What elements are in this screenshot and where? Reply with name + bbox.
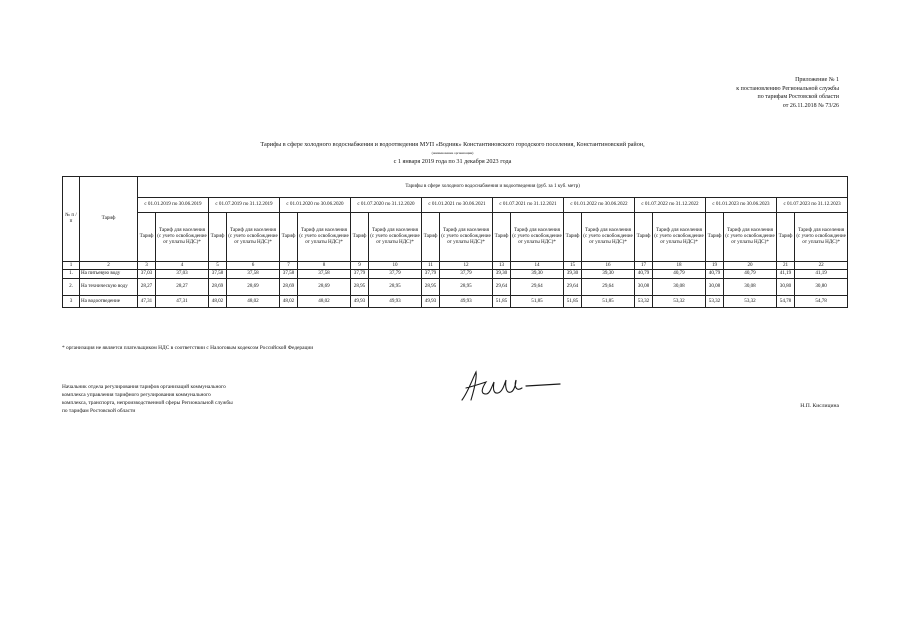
- tariff-cell: 49,93: [369, 296, 422, 308]
- tariff-cell: 29,64: [511, 279, 564, 296]
- tariff-cell: 41,19: [777, 270, 795, 279]
- period-line: с 1 января 2019 года по 31 декабря 2023 года: [393, 158, 512, 165]
- appendix-line: Приложение № 1: [795, 77, 839, 83]
- tariff-cell: 47,31: [138, 296, 156, 308]
- subheader-tariff: Тариф: [280, 213, 298, 262]
- row-number: 2.: [63, 279, 80, 296]
- subheader-population: Тариф для населения (с учето освобождение от уплаты НДС)*: [227, 213, 280, 262]
- tariff-cell: 37,58: [298, 270, 351, 279]
- tariff-cell: 51,85: [582, 296, 635, 308]
- column-number: 20: [724, 262, 777, 270]
- table-row: [63, 296, 848, 308]
- appendix-header: [736, 76, 839, 110]
- tariff-cell: 28,69: [280, 279, 298, 296]
- column-number: 8: [298, 262, 351, 270]
- period-header: с 01.01.2019 по 30.06.2019: [138, 198, 209, 213]
- tariff-cell: 48,02: [209, 296, 227, 308]
- subheader-population: Тариф для населения (с учето освобождение от уплаты НДС)*: [582, 213, 635, 262]
- column-number: 16: [582, 262, 635, 270]
- period-header: с 01.01.2023 по 30.06.2023: [706, 198, 777, 213]
- tariff-cell: 30,80: [795, 279, 848, 296]
- tariff-cell: 30,80: [777, 279, 795, 296]
- column-number: 17: [635, 262, 653, 270]
- tariff-cell: 40,79: [724, 270, 777, 279]
- period-header: с 01.01.2021 по 30.06.2021: [422, 198, 493, 213]
- period-header: с 01.07.2022 по 31.12.2022: [635, 198, 706, 213]
- appendix-line: к постановлению Региональной службы: [736, 85, 839, 92]
- document-title: Тарифы в сфере холодного водоснабжения и водоотведения МУП «Водник» Константиновского городского поселения, Константиновский район,: [260, 141, 645, 148]
- tariff-cell: 28,95: [440, 279, 493, 296]
- subheader-tariff: Тариф: [777, 213, 795, 262]
- column-number: 4: [156, 262, 209, 270]
- subheader-population: Тариф для населения (с учето освобождение от уплаты НДС)*: [795, 213, 848, 262]
- tariff-cell: 40,79: [653, 270, 706, 279]
- tariff-cell: 49,93: [351, 296, 369, 308]
- column-number: 3: [138, 262, 156, 270]
- column-number: 10: [369, 262, 422, 270]
- column-number: 22: [795, 262, 848, 270]
- tariff-cell: 28,95: [422, 279, 440, 296]
- tariff-cell: 40,79: [706, 270, 724, 279]
- tariff-cell: 51,85: [564, 296, 582, 308]
- chief-line: по тарифам Ростовской области: [62, 408, 136, 414]
- tariff-cell: 54,78: [795, 296, 848, 308]
- subheader-tariff: Тариф: [209, 213, 227, 262]
- column-number: 1: [63, 262, 80, 270]
- subheader-tariff: Тариф: [706, 213, 724, 262]
- tariff-cell: 29,64: [582, 279, 635, 296]
- subheader-population: Тариф для населения (с учето освобождение от уплаты НДС)*: [298, 213, 351, 262]
- tariff-cell: 47,31: [156, 296, 209, 308]
- period-header: с 01.07.2023 по 31.12.2023: [777, 198, 848, 213]
- subheader-population: Тариф для населения (с учето освобождение от уплаты НДС)*: [369, 213, 422, 262]
- tariff-cell: 37,79: [351, 270, 369, 279]
- column-number: 14: [511, 262, 564, 270]
- subheader-population: Тариф для населения (с учето освобождение от уплаты НДС)*: [724, 213, 777, 262]
- tariff-cell: 39,30: [493, 270, 511, 279]
- row-name: На питьевую воду: [80, 270, 138, 279]
- subheader-population: Тариф для населения (с учето освобождение от уплаты НДС)*: [440, 213, 493, 262]
- tariff-cell: 28,69: [227, 279, 280, 296]
- appendix-line: от 26.11.2018 № 73/26: [782, 102, 839, 109]
- chief-line: комплекса управления тарифного регулирования коммунального: [62, 392, 211, 398]
- tariff-cell: 30,08: [724, 279, 777, 296]
- tariff-cell: 37,79: [440, 270, 493, 279]
- tariff-cell: 37,58: [280, 270, 298, 279]
- column-number: 21: [777, 262, 795, 270]
- period-header: с 01.07.2020 по 31.12.2020: [351, 198, 422, 213]
- tariff-cell: 48,02: [280, 296, 298, 308]
- tariff-cell: 41,19: [795, 270, 848, 279]
- tariff-cell: 48,02: [227, 296, 280, 308]
- tariff-cell: 30,08: [706, 279, 724, 296]
- tariff-table: [62, 176, 848, 308]
- subheader-tariff: Тариф: [351, 213, 369, 262]
- tariff-cell: 54,78: [777, 296, 795, 308]
- tariff-cell: 37,03: [156, 270, 209, 279]
- tariff-cell: 53,32: [724, 296, 777, 308]
- organization-caption: (наименование организации): [431, 151, 474, 155]
- period-header: с 01.07.2021 по 31.12.2021: [493, 198, 564, 213]
- tariff-cell: 37,79: [369, 270, 422, 279]
- subheader-population: Тариф для населения (с учето освобождение от уплаты НДС)*: [156, 213, 209, 262]
- tariff-cell: 53,32: [653, 296, 706, 308]
- subheader-tariff: Тариф: [138, 213, 156, 262]
- column-number: 12: [440, 262, 493, 270]
- period-header: с 01.01.2020 по 30.06.2020: [280, 198, 351, 213]
- tariff-cell: 29,64: [564, 279, 582, 296]
- chief-title: [62, 383, 292, 415]
- column-number: 13: [493, 262, 511, 270]
- tariff-cell: 30,08: [635, 279, 653, 296]
- table-row: [63, 279, 848, 296]
- signer-name: Н.П. Кислицина: [800, 403, 839, 409]
- tariff-cell: 28,95: [351, 279, 369, 296]
- group-header: Тарифы в сфере холодного водоснабжения и водоотведения (руб. за 1 куб. метр): [138, 177, 848, 198]
- chief-line: Начальник отдела регулирования тарифов организаций коммунального: [62, 384, 226, 390]
- appendix-line: по тарифам Ростовской области: [757, 94, 839, 101]
- tariff-cell: 30,08: [653, 279, 706, 296]
- footnote: * организация не является плательщиком НДС в соответствии с Налоговым кодексом Российской Федерации: [62, 345, 314, 351]
- tariff-cell: 39,30: [582, 270, 635, 279]
- column-number: 15: [564, 262, 582, 270]
- column-number: 5: [209, 262, 227, 270]
- tariff-cell: 53,32: [706, 296, 724, 308]
- col-header-number: № п /п: [63, 177, 80, 262]
- tariff-cell: 28,69: [298, 279, 351, 296]
- tariff-cell: 28,69: [209, 279, 227, 296]
- column-number: 7: [280, 262, 298, 270]
- tariff-cell: 48,02: [298, 296, 351, 308]
- tariff-cell: 49,93: [422, 296, 440, 308]
- table-row: [63, 270, 848, 279]
- column-number: 6: [227, 262, 280, 270]
- period-header: с 01.07.2019 по 31.12.2019: [209, 198, 280, 213]
- column-number: 18: [653, 262, 706, 270]
- tariff-cell: 28,95: [369, 279, 422, 296]
- chief-line: комплекса, транспорта, непроизводственной сферы Региональной службы: [62, 400, 233, 406]
- subheader-population: Тариф для населения (с учето освобождение от уплаты НДС)*: [653, 213, 706, 262]
- tariff-cell: 40,79: [635, 270, 653, 279]
- row-number: 1.: [63, 270, 80, 279]
- tariff-cell: 49,93: [440, 296, 493, 308]
- col-header-tariff: Тариф: [80, 177, 138, 262]
- subheader-tariff: Тариф: [635, 213, 653, 262]
- column-number: 19: [706, 262, 724, 270]
- row-number: 3: [63, 296, 80, 308]
- tariff-cell: 28,27: [138, 279, 156, 296]
- row-name: На техническую воду: [80, 279, 138, 296]
- subheader-tariff: Тариф: [493, 213, 511, 262]
- row-name: На водоотведение: [80, 296, 138, 308]
- handwritten-signature: [456, 366, 566, 410]
- column-number: 11: [422, 262, 440, 270]
- tariff-cell: 37,79: [422, 270, 440, 279]
- column-number: 2: [80, 262, 138, 270]
- subheader-tariff: Тариф: [564, 213, 582, 262]
- tariff-cell: 37,58: [209, 270, 227, 279]
- tariff-cell: 29,64: [493, 279, 511, 296]
- tariff-cell: 37,58: [227, 270, 280, 279]
- tariff-cell: 39,30: [511, 270, 564, 279]
- tariff-cell: 28,27: [156, 279, 209, 296]
- tariff-cell: 39,30: [564, 270, 582, 279]
- tariff-cell: 51,85: [511, 296, 564, 308]
- subheader-tariff: Тариф: [422, 213, 440, 262]
- column-number: 9: [351, 262, 369, 270]
- tariff-cell: 53,32: [635, 296, 653, 308]
- tariff-cell: 37,03: [138, 270, 156, 279]
- tariff-cell: 51,85: [493, 296, 511, 308]
- period-header: с 01.01.2022 по 30.06.2022: [564, 198, 635, 213]
- subheader-population: Тариф для населения (с учето освобождение от уплаты НДС)*: [511, 213, 564, 262]
